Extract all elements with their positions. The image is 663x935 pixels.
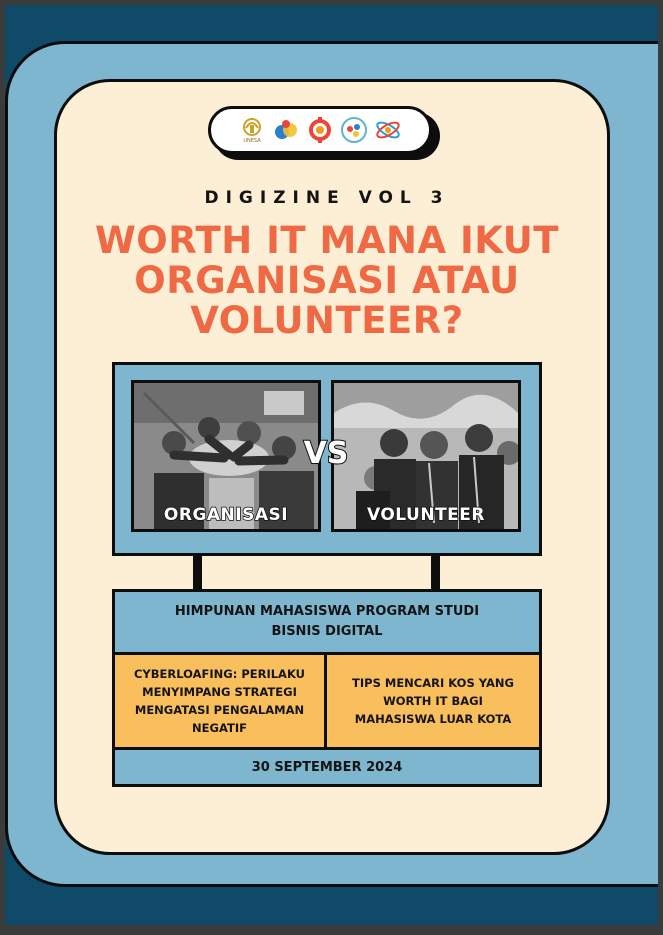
vs-label: VS <box>303 436 349 471</box>
faculty-gear-icon <box>306 116 334 144</box>
article-tips-kos: TIPS MENCARI KOS YANG WORTH IT BAGI MAHASISWA LUAR KOTA <box>327 655 539 750</box>
program-badge-icon <box>340 116 368 144</box>
billboard-post-left <box>193 553 202 591</box>
logo-bar <box>208 106 432 154</box>
info-table <box>112 589 542 787</box>
hima-atom-icon <box>374 116 402 144</box>
cover-title: WORTH IT MANA IKUT ORGANISASI ATAU VOLUNTEER? <box>94 219 560 342</box>
kampus-merdeka-icon <box>272 116 300 144</box>
university-emblem-icon <box>238 116 266 144</box>
organisasi-label: ORGANISASI <box>163 505 289 525</box>
publication-date: 30 SEPTEMBER 2024 <box>251 759 403 775</box>
university-caption: UNESA <box>243 138 261 144</box>
organizer-name: HIMPUNAN MAHASISWA PROGRAM STUDI BISNIS DIGITAL <box>115 592 539 655</box>
volume-heading: DIGIZINE VOL 3 <box>204 188 450 208</box>
article-cyberloafing: CYBERLOAFING: PERILAKU MENYIMPANG STRATEGI MENGATASI PENGALAMAN NEGATIF <box>115 655 327 750</box>
volunteer-label: VOLUNTEER <box>367 505 485 525</box>
billboard-post-right <box>431 553 440 591</box>
